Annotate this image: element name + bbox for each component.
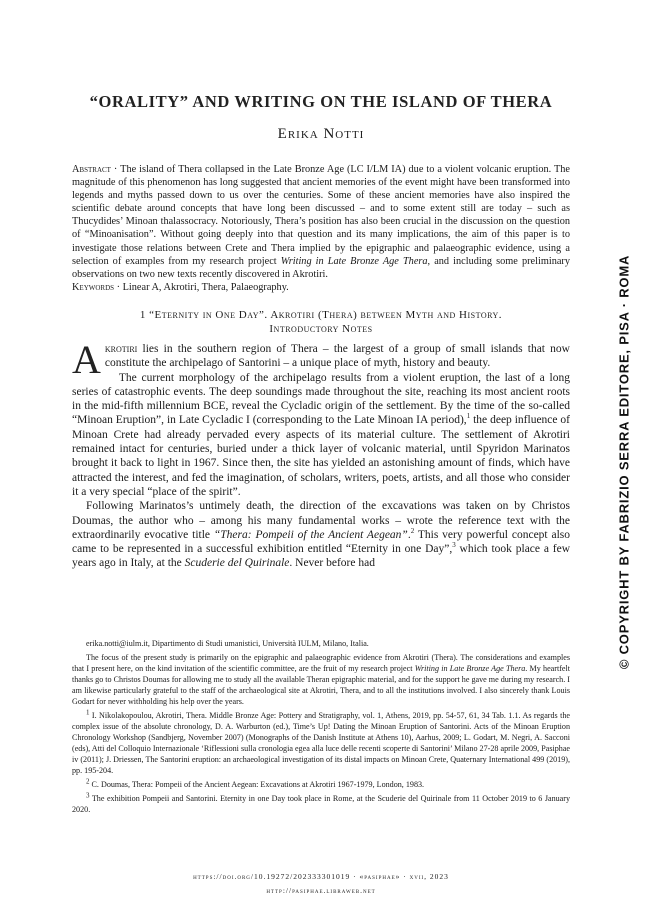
footnote-3-text: The exhibition Pompeii and Santorini. Eternity in one Day took place in Rome, at the Scuderie del Quirinale from 11 October 2019 to 6 January 2020. bbox=[72, 793, 570, 814]
footnote-2-text: C. Doumas, Thera: Pompeii of the Ancient Aegean: Excavations at Akrotiri 1967-1979, London, 1983. bbox=[91, 779, 425, 789]
acknowledgements bbox=[72, 653, 570, 708]
footnotes bbox=[72, 639, 570, 819]
author-contact-text: erika.notti@iulm.it, Dipartimento di Studi umanistici, Università IULM, Milano, Italia. bbox=[86, 639, 369, 648]
footnote-ref-1[interactable]: 1 bbox=[466, 412, 471, 421]
copyright-text: © COPYRIGHT BY FABRIZIO SERRA EDITORE, PISA · ROMA bbox=[616, 254, 632, 670]
drop-cap: A bbox=[72, 336, 101, 382]
author-contact bbox=[72, 639, 570, 650]
paragraph-2 bbox=[72, 371, 570, 500]
author-name: Erika Notti bbox=[277, 126, 365, 142]
acknowledgements-text-a: The focus of the present study is primarily on the epigraphic and palaeographic evidence from Akrotiri (Thera). The considerations and examples that I present here, on the kind invitation of the scientific committee, are the fruit of my research project bbox=[72, 652, 570, 673]
footnote-1-text: I. Nikolakopoulou, Akrotiri, Thera. Middle Bronze Age: Pottery and Stratigraphy, vol. 1, Athens, 2019, pp. 54-57, 61, 34 Tab. 1.1. As regards the complex issue of the absolute chronology, D. A. Warburton (ed.), Time’s Up! Dating the Minoan Eruption of Santorini. Acts of the Minoan Eruption Chronology Workshop (Sandbjerg, November 2007) (Monographs of the Danish Institute at Athens 10), Aarhus, 2009; L. Godart, M. Negri, A. Sacconi (eds), Atti del Colloquio Internazionale ‘Riflessioni sulla cronologia egea alla luce delle recenti scoperte di Santorini’ Milano 27-28 aprile 2009, Pasiphae iv (2011); J. Driessen, The Santorini eruption: an archaeological investigation of its distal impacts on Minoan Crete, Quaternary International 499 (2019), pp. 195-204. bbox=[72, 711, 570, 775]
footnote-3 bbox=[72, 791, 570, 816]
keywords-text: Linear A, Akrotiri, Thera, Palaeography. bbox=[122, 281, 289, 293]
article-page bbox=[72, 92, 570, 571]
paragraph-1-smallcaps: krotiri bbox=[104, 342, 138, 355]
body-text bbox=[72, 336, 571, 571]
footnote-ref-2[interactable]: 2 bbox=[410, 526, 415, 535]
footnote-3-number: 3 bbox=[86, 791, 90, 800]
footnote-1-number: 1 bbox=[86, 708, 90, 717]
keywords bbox=[72, 281, 570, 294]
section-heading bbox=[72, 308, 570, 336]
paragraph-1-text: lies in the southern region of Thera – the largest of a group of small islands that now constitute the archipelago of Santorini – a unique place of myth, history and beauty. bbox=[104, 342, 570, 370]
doi-line[interactable]: https://doi.org/10.19272/202333301019 · «pasiphae» · xvii, 2023 bbox=[193, 872, 449, 881]
paragraph-1 bbox=[72, 336, 570, 382]
abstract-project-title: Writing in Late Bronze Age Thera bbox=[280, 255, 428, 267]
paragraph-2-text-b: the deep influence of Minoan Crete had already pervaded every aspects of its material culture. The settlement of Akrotiri remained intact for centuries, buried under a thick layer of volcanic material, until Spyridon Marinatos brought it back to light in 1967. Since then, the site has yielded an astonishing amount of finds, which have attracted the interest, and fed the imagination, of scholars, writers, poets, artists, and all those who consider it a very special “place of the spirit”. bbox=[72, 414, 571, 498]
paragraph-3-italic-venue: Scuderie del Quirinale bbox=[184, 557, 290, 570]
abstract-separator: · bbox=[110, 164, 121, 175]
abstract-label: Abstract bbox=[72, 164, 111, 175]
acknowledgements-text-b: . My heartfelt thanks go to Christos Doumas for allowing me to study all the available Theran epigraphic material, and for the support he gave me during my research. I am likewise particularly grateful to the staff of the archaeological site at Akrotiri, Thera, and to all the institutions involved. I also sincerely thank Louis Godart for never withholding his help over the years. bbox=[72, 663, 570, 706]
keywords-separator: · bbox=[114, 281, 123, 293]
paragraph-3-text-a: Following Marinatos’s untimely death, the direction of the excavations was taken on by Christos Doumas, the author who – among his many fundamental works – wrote the reference text with the extraordinarily evocative title bbox=[72, 500, 570, 541]
abstract-text-end: , and including some preliminary observations on two new texts recently discovered in Akrotiri. bbox=[72, 255, 570, 280]
acknowledgements-project-title: Writing in Late Bronze Age Thera bbox=[414, 663, 526, 673]
abstract bbox=[72, 163, 570, 281]
footnote-ref-3[interactable]: 3 bbox=[452, 541, 456, 550]
paragraph-3-text-d: . Never before had bbox=[289, 557, 375, 570]
paragraph-2-text-a: The current morphology of the archipelago results from a violent eruption, the last of a long series of catastrophic events. The deep soundings made throughout the site, reaching its most ancient roots in the mid-fifth millennium BCE, reveal the Cycladic origin of the settlement. By the time of the so-called “Minoan Eruption”, in Late Cycladic I (corresponding to the Late Minoan IA period), bbox=[72, 371, 570, 427]
journal-url[interactable]: http://pasiphae.libraweb.net bbox=[266, 886, 376, 895]
paragraph-3: Following Marinatos’s untimely death, the direction of the excavations was taken on by Christos Doumas, the author who – among his many fundamental works – wrote the reference text with the extraordinarily evocative title “Thera: Pompeii of the Ancient Aegean”.$^2$ This very powerful concept also came to be represented in a successful exhibition entitled “Eternity in one Day”,$^3$ which took place a few years ago in Italy, at the Scuderie del Quirinale. Never before had bbox=[72, 500, 571, 570]
footnote-1 bbox=[72, 708, 570, 776]
paragraph-3-text-b: This very powerful concept also came to be represented in a successful exhibition entitled “Eternity in one Day”, bbox=[72, 528, 571, 556]
section-heading-line2: Introductory Notes bbox=[269, 322, 373, 335]
keywords-label: Keywords bbox=[72, 281, 115, 293]
paragraph-3-italic-title: “Thera: Pompeii of the Ancient Aegean” bbox=[213, 528, 408, 541]
footnote-2 bbox=[72, 777, 570, 791]
abstract-text: The island of Thera collapsed in the Late Bronze Age (LC I/LM IA) due to a violent volcanic eruption. The magnitude of this phenomenon has long suggested that ancient memories of the event might have been transformed into legends and myths passed down to us over the centuries. Some of these ancient memories have also inspired the scientific debate around concepts that have long been discussed – and to some extent still are today – such as Thucydides’ Minoan thalassocracy. Notoriously, Thera’s position has also been crucial in the discussion on the question of “Minoanisation”. Without going deeply into that question and its many implications, the aim of this paper is to investigate those relations between Crete and Thera implied by the epigraphic and palaeographic evidence, using a selection of examples from my research project bbox=[72, 164, 570, 267]
footnote-2-number: 2 bbox=[86, 777, 90, 786]
section-heading-line1: 1 “Eternity in One Day”. Akrotiri (Thera) between Myth and History. bbox=[139, 308, 503, 321]
article-title: “ORALITY” AND WRITING ON THE ISLAND OF THERA bbox=[89, 92, 553, 111]
paragraph-3-text-c: which took place a few years ago in Italy, at the bbox=[72, 543, 571, 570]
